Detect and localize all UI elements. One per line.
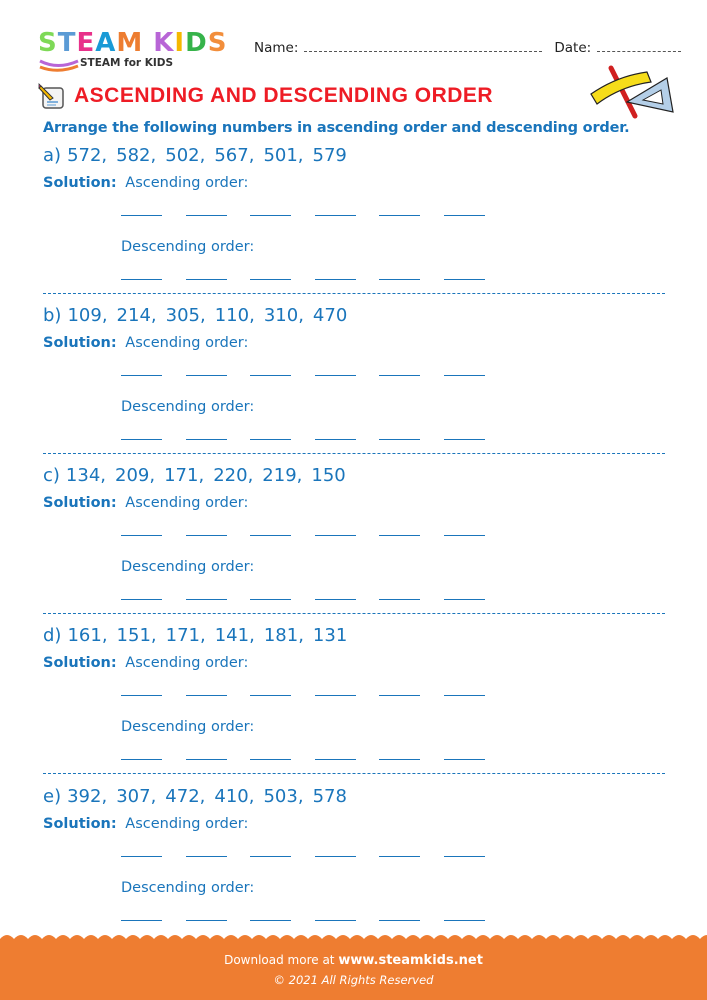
scalloped-edge — [0, 933, 707, 943]
descending-answer-blank[interactable] — [315, 920, 356, 921]
ascending-answer-blank[interactable] — [444, 375, 485, 376]
ascending-label: Ascending order: — [125, 655, 249, 671]
ascending-answer-blank[interactable] — [315, 856, 356, 857]
ascending-blanks — [121, 695, 508, 696]
ascending-answer-blank[interactable] — [379, 375, 420, 376]
comma-separator: , — [199, 145, 206, 166]
question-number: 307 — [116, 786, 151, 807]
question-number: 181 — [263, 625, 299, 646]
question-number: 109 — [67, 305, 102, 326]
question-number: 151 — [116, 625, 151, 646]
ascending-answer-blank[interactable] — [379, 535, 420, 536]
copyright-text: © 2021 All Rights Reserved — [273, 973, 434, 987]
name-field[interactable] — [304, 41, 542, 52]
dashed-divider — [43, 293, 665, 294]
descending-blanks — [121, 759, 508, 760]
ascending-answer-blank[interactable] — [444, 215, 485, 216]
question-number: 502 — [165, 145, 200, 166]
logo-tagline: STEAM for KIDS — [80, 57, 174, 69]
question-number: 472 — [165, 786, 200, 807]
question-line — [43, 465, 346, 486]
comma-separator: , — [101, 145, 108, 166]
descending-answer-blank[interactable] — [186, 599, 227, 600]
ascending-answer-blank[interactable] — [121, 215, 162, 216]
dashed-divider — [43, 453, 665, 454]
ascending-answer-blank[interactable] — [379, 215, 420, 216]
descending-answer-blank[interactable] — [444, 439, 485, 440]
descending-answer-blank[interactable] — [121, 439, 162, 440]
comma-separator: , — [249, 305, 255, 326]
ascending-blanks — [121, 375, 508, 376]
descending-answer-blank[interactable] — [186, 439, 227, 440]
question-item — [43, 145, 665, 305]
comma-separator: , — [297, 145, 304, 166]
logo-letter: S — [207, 28, 228, 58]
ascending-answer-blank[interactable] — [444, 535, 485, 536]
comma-separator: , — [297, 786, 304, 807]
ascending-answer-blank[interactable] — [250, 375, 291, 376]
ascending-answer-blank[interactable] — [250, 215, 291, 216]
descending-label: Descending order: — [121, 399, 255, 415]
steam-kids-logo — [38, 30, 238, 70]
solution-label: Solution: — [43, 655, 117, 671]
descending-answer-blank[interactable] — [250, 279, 291, 280]
ascending-answer-blank[interactable] — [379, 695, 420, 696]
ascending-answer-blank[interactable] — [186, 695, 227, 696]
comma-separator: , — [150, 625, 157, 646]
descending-label: Descending order: — [121, 559, 255, 575]
comma-separator: , — [247, 465, 254, 486]
descending-answer-blank[interactable] — [186, 279, 227, 280]
logo-letter: M — [116, 28, 144, 58]
solution-label: Solution: — [43, 335, 117, 351]
descending-answer-blank[interactable] — [444, 759, 485, 760]
descending-blanks — [121, 439, 508, 440]
question-number: 310 — [263, 305, 299, 326]
comma-separator: , — [101, 305, 108, 326]
descending-answer-blank[interactable] — [186, 759, 227, 760]
dashed-divider — [43, 613, 665, 614]
descending-blanks — [121, 920, 508, 921]
page-title: ASCENDING AND DESCENDING ORDER — [74, 84, 494, 107]
question-label: b) — [43, 305, 62, 326]
ascending-answer-blank[interactable] — [186, 535, 227, 536]
descending-answer-blank[interactable] — [121, 279, 162, 280]
question-number: 501 — [263, 145, 298, 166]
descending-blanks — [121, 599, 508, 600]
comma-separator: , — [198, 465, 205, 486]
solution-row — [43, 335, 248, 351]
comma-separator: , — [200, 305, 206, 326]
solution-label: Solution: — [43, 175, 117, 191]
ascending-label: Ascending order: — [125, 175, 249, 191]
logo-wordmark — [38, 30, 238, 56]
date-label: Date: — [554, 40, 592, 56]
logo-letter: E — [76, 28, 96, 58]
ascending-answer-blank[interactable] — [186, 375, 227, 376]
ascending-answer-blank[interactable] — [315, 375, 356, 376]
question-number: 582 — [116, 145, 151, 166]
ascending-blanks — [121, 856, 508, 857]
descending-answer-blank[interactable] — [315, 439, 356, 440]
comma-separator: , — [248, 145, 255, 166]
ascending-answer-blank[interactable] — [121, 535, 162, 536]
logo-letter: I — [174, 28, 186, 58]
ascending-answer-blank[interactable] — [315, 695, 356, 696]
solution-label: Solution: — [43, 495, 117, 511]
question-number: 110 — [214, 305, 250, 326]
question-number: 171 — [165, 625, 200, 646]
question-number: 171 — [164, 465, 199, 486]
question-number: 150 — [311, 465, 346, 486]
dashed-divider — [43, 773, 665, 774]
question-number: 578 — [312, 786, 347, 807]
comma-separator: , — [298, 625, 304, 646]
ascending-answer-blank[interactable] — [121, 695, 162, 696]
ruler-triangle-pencil-icon — [587, 60, 675, 120]
question-label: a) — [43, 145, 62, 166]
descending-answer-blank[interactable] — [379, 599, 420, 600]
descending-answer-blank[interactable] — [315, 599, 356, 600]
descending-answer-blank[interactable] — [315, 759, 356, 760]
ascending-label: Ascending order: — [125, 335, 249, 351]
descending-answer-blank[interactable] — [379, 759, 420, 760]
descending-answer-blank[interactable] — [121, 599, 162, 600]
comma-separator: , — [101, 625, 108, 646]
question-number: 572 — [67, 145, 102, 166]
ascending-label: Ascending order: — [125, 495, 249, 511]
question-number: 131 — [312, 625, 348, 646]
ascending-answer-blank[interactable] — [186, 856, 227, 857]
comma-separator: , — [249, 625, 255, 646]
question-number: 134 — [65, 465, 101, 486]
ascending-answer-blank[interactable] — [315, 535, 356, 536]
descending-answer-blank[interactable] — [444, 279, 485, 280]
title-row — [38, 82, 493, 110]
question-item — [43, 305, 665, 465]
ascending-answer-blank[interactable] — [121, 375, 162, 376]
descending-answer-blank[interactable] — [186, 920, 227, 921]
comma-separator: , — [248, 786, 255, 807]
descending-answer-blank[interactable] — [379, 279, 420, 280]
question-number: 392 — [67, 786, 102, 807]
ascending-answer-blank[interactable] — [315, 215, 356, 216]
descending-answer-blank[interactable] — [315, 279, 356, 280]
ascending-answer-blank[interactable] — [121, 856, 162, 857]
logo-letter: T — [57, 28, 77, 58]
comma-separator: , — [149, 465, 156, 486]
comma-separator: , — [150, 786, 157, 807]
download-text: Download more at — [224, 953, 335, 967]
question-number: 579 — [312, 145, 347, 166]
descending-label: Descending order: — [121, 880, 255, 896]
question-number: 209 — [115, 465, 150, 486]
comma-separator: , — [298, 305, 304, 326]
question-number: 503 — [263, 786, 298, 807]
question-number: 219 — [262, 465, 297, 486]
pencil-paper-icon — [38, 82, 66, 110]
question-line — [43, 786, 347, 807]
descending-answer-blank[interactable] — [379, 920, 420, 921]
question-number: 141 — [214, 625, 250, 646]
question-line — [43, 145, 347, 166]
footer — [0, 941, 707, 1000]
descending-blanks — [121, 279, 508, 280]
ascending-answer-blank[interactable] — [250, 856, 291, 857]
question-number: 567 — [214, 145, 249, 166]
question-number: 470 — [312, 305, 348, 326]
logo-swoosh-icon — [38, 58, 82, 72]
ascending-blanks — [121, 535, 508, 536]
logo-letter: A — [95, 28, 117, 58]
website-link[interactable]: www.steamkids.net — [338, 953, 483, 968]
descending-answer-blank[interactable] — [250, 599, 291, 600]
question-number: 305 — [165, 305, 200, 326]
name-date-fields — [254, 40, 681, 56]
question-label: c) — [43, 465, 60, 486]
name-label: Name: — [254, 40, 299, 56]
logo-letter: D — [185, 28, 208, 58]
question-item — [43, 625, 665, 785]
ascending-blanks — [121, 215, 508, 216]
question-item — [43, 786, 665, 946]
comma-separator: , — [199, 786, 206, 807]
comma-separator: , — [150, 145, 157, 166]
solution-label: Solution: — [43, 816, 117, 832]
descending-answer-blank[interactable] — [250, 920, 291, 921]
question-label: d) — [43, 625, 62, 646]
question-label: e) — [43, 786, 62, 807]
descending-answer-blank[interactable] — [250, 759, 291, 760]
footer-download — [0, 953, 707, 968]
question-number: 214 — [116, 305, 151, 326]
ascending-answer-blank[interactable] — [186, 215, 227, 216]
ascending-answer-blank[interactable] — [444, 856, 485, 857]
comma-separator: , — [100, 465, 107, 486]
descending-answer-blank[interactable] — [379, 439, 420, 440]
descending-label: Descending order: — [121, 239, 255, 255]
solution-row — [43, 495, 248, 511]
instruction-text: Arrange the following numbers in ascending order and descending order. — [43, 120, 630, 136]
solution-row — [43, 655, 248, 671]
descending-answer-blank[interactable] — [444, 920, 485, 921]
descending-answer-blank[interactable] — [121, 920, 162, 921]
question-line — [43, 625, 347, 646]
comma-separator: , — [150, 305, 157, 326]
ascending-answer-blank[interactable] — [250, 695, 291, 696]
logo-letter: S — [38, 28, 58, 58]
ascending-label: Ascending order: — [125, 816, 249, 832]
ascending-answer-blank[interactable] — [250, 535, 291, 536]
comma-separator: , — [296, 465, 303, 486]
descending-label: Descending order: — [121, 719, 255, 735]
question-number: 410 — [214, 786, 249, 807]
logo-letter: K — [153, 28, 175, 58]
descending-answer-blank[interactable] — [250, 439, 291, 440]
ascending-answer-blank[interactable] — [444, 695, 485, 696]
comma-separator: , — [101, 786, 108, 807]
date-field[interactable] — [597, 41, 681, 52]
descending-answer-blank[interactable] — [121, 759, 162, 760]
solution-row — [43, 816, 248, 832]
question-number: 220 — [213, 465, 248, 486]
solution-row — [43, 175, 248, 191]
ascending-answer-blank[interactable] — [379, 856, 420, 857]
question-line — [43, 305, 347, 326]
question-number: 161 — [67, 625, 102, 646]
question-item — [43, 465, 665, 625]
descending-answer-blank[interactable] — [444, 599, 485, 600]
comma-separator: , — [200, 625, 206, 646]
